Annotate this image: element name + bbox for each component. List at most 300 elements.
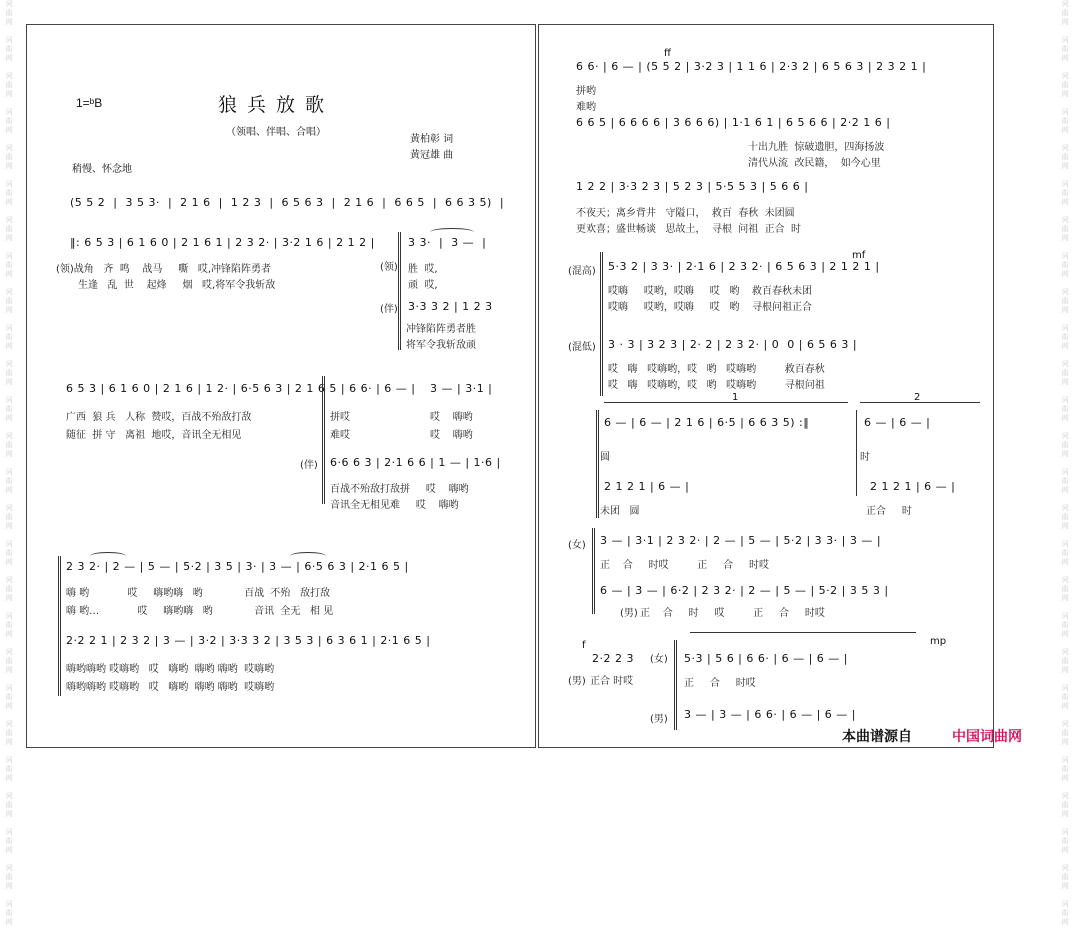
watermark-char: 曲 xyxy=(5,909,13,917)
watermark-char: 网 xyxy=(5,918,13,926)
watermark-char: 网 xyxy=(5,90,13,98)
watermark-gap xyxy=(2,63,16,72)
watermark-char: 曲 xyxy=(5,225,13,233)
watermark-char: 网 xyxy=(5,306,13,314)
watermark-char: 网 xyxy=(1061,594,1069,602)
watermark-char: 曲 xyxy=(1061,837,1069,845)
part-label-mixed-low: (混低) xyxy=(568,342,596,353)
watermark-char: 曲 xyxy=(5,549,13,557)
watermark-gap xyxy=(2,459,16,468)
watermark-char: 曲 xyxy=(5,729,13,737)
score-line-r8-notes: 3 — | 3·1 | 2 3 2· | 2 — | 5 — | 5·2 | 3 3· | 3 — | xyxy=(600,534,882,547)
crescendo-line xyxy=(690,632,916,633)
watermark-char: 网 xyxy=(5,126,13,134)
watermark-gap xyxy=(2,387,16,396)
watermark-char: 曲 xyxy=(5,873,13,881)
score-line-r7-notes-a: 2 1 2 1 | 6 — | xyxy=(604,480,690,493)
watermark-gap xyxy=(2,351,16,360)
score-line-5-notes: 2·2 2 1 | 2 3 2 | 3 — | 3·2 | 3·3 3 2 | 3 5 3 | 6 3 6 1 | 2·1 6 5 | xyxy=(66,634,431,647)
watermark-char: 网 xyxy=(5,594,13,602)
watermark-char: 曲 xyxy=(5,765,13,773)
watermark-char: 词 xyxy=(1061,180,1069,188)
watermark-gap xyxy=(2,27,16,36)
watermark-char: 网 xyxy=(5,450,13,458)
score-line-r11-notes: 3 — | 3 — | 6 6· | 6 — | 6 — | xyxy=(684,708,856,721)
watermark-gap xyxy=(1058,819,1072,828)
watermark-char: 曲 xyxy=(1061,585,1069,593)
watermark-char: 词 xyxy=(1061,324,1069,332)
dynamic-f: f xyxy=(582,640,586,651)
watermark-char: 网 xyxy=(1061,630,1069,638)
watermark-gap xyxy=(1058,711,1072,720)
score-line-r3-lyric-1: 不夜天；离乡背井 守隘口， 救百 春秋 未团圆 xyxy=(576,208,795,219)
watermark-char: 词 xyxy=(1061,576,1069,584)
watermark-char: 曲 xyxy=(5,621,13,629)
watermark-gap xyxy=(1058,747,1072,756)
watermark-char: 曲 xyxy=(5,513,13,521)
watermark-char: 网 xyxy=(1061,378,1069,386)
watermark-char: 网 xyxy=(1061,198,1069,206)
watermark-gap xyxy=(1058,675,1072,684)
watermark-char: 网 xyxy=(1061,774,1069,782)
watermark-char: 词 xyxy=(5,612,13,620)
watermark-gap xyxy=(2,207,16,216)
watermark-char: 词 xyxy=(1061,360,1069,368)
score-line-r6-notes-b: 6 — | 6 — | xyxy=(864,416,931,429)
volta-2-label: 2 xyxy=(914,392,921,403)
watermark-char: 曲 xyxy=(1061,333,1069,341)
watermark-gap xyxy=(1058,603,1072,612)
watermark-char: 网 xyxy=(5,414,13,422)
watermark-char: 网 xyxy=(1061,522,1069,530)
watermark-gap xyxy=(1058,567,1072,576)
watermark-char: 曲 xyxy=(5,81,13,89)
watermark-char: 网 xyxy=(1061,702,1069,710)
song-subtitle: （领唱、伴唱、合唱） xyxy=(226,127,326,138)
watermark-char: 词 xyxy=(5,504,13,512)
watermark-gap xyxy=(1058,279,1072,288)
watermark-char: 网 xyxy=(5,234,13,242)
score-line-3c-lyric-2: 哎 嗨哟 xyxy=(430,430,473,441)
watermark-char: 词 xyxy=(5,468,13,476)
system-bracket xyxy=(596,410,599,518)
score-line-4-lyric-1: 嗨 哟 哎 嗨哟嗨 哟 百战 不殆 敌打敌 xyxy=(66,588,330,599)
watermark-char: 曲 xyxy=(5,441,13,449)
watermark-char: 网 xyxy=(5,342,13,350)
score-line-2-lyric-2: 生逢 乱 世 起烽 烟 哎,将军令我斩敌 xyxy=(78,280,276,291)
watermark-gap xyxy=(1058,891,1072,900)
watermark-char: 曲 xyxy=(5,801,13,809)
watermark-char: 网 xyxy=(1061,918,1069,926)
watermark-char: 曲 xyxy=(5,369,13,377)
watermark-char: 网 xyxy=(5,666,13,674)
score-line-r5-lyric-1: 哎 嗨 哎嗨哟，哎 哟 哎嗨哟 救百春秋 xyxy=(608,364,825,375)
watermark-char: 词 xyxy=(5,648,13,656)
watermark-char: 词 xyxy=(5,756,13,764)
score-line-r10-lyric: 正 合 时哎 xyxy=(684,678,756,689)
watermark-char: 曲 xyxy=(5,333,13,341)
watermark-gap xyxy=(2,315,16,324)
watermark-char: 词 xyxy=(5,36,13,44)
score-line-3-notes: 6 5 3 | 6 1 6 0 | 2 1 6 | 1 2· | 6·5 6 3 | 2 1 6 5 | 6 6· | 6 — | xyxy=(66,382,416,395)
watermark-char: 曲 xyxy=(1061,45,1069,53)
watermark-gap xyxy=(2,711,16,720)
dynamic-mp: mp xyxy=(930,636,947,647)
watermark-char: 词 xyxy=(5,828,13,836)
watermark-char: 词 xyxy=(1061,432,1069,440)
watermark-char: 网 xyxy=(1061,882,1069,890)
watermark-char: 网 xyxy=(5,702,13,710)
watermark-gap xyxy=(1058,99,1072,108)
score-line-r6-notes-a: 6 — | 6 — | 2 1 6 | 6·5 | 6 6 3 5) :‖ xyxy=(604,416,810,429)
watermark-char: 词 xyxy=(1061,864,1069,872)
watermark-char: 曲 xyxy=(1061,477,1069,485)
score-line-r7-lyric-b: 正合 时 xyxy=(866,506,912,517)
watermark-char: 网 xyxy=(5,198,13,206)
score-line-3d-lyric-1: 百战不殆敌打敌拼 哎 嗨哟 xyxy=(330,484,469,495)
watermark-char: 网 xyxy=(5,810,13,818)
watermark-char: 网 xyxy=(1061,18,1069,26)
watermark-gap xyxy=(2,855,16,864)
score-line-r4-notes: 5·3 2 | 3 3· | 2·1 6 | 2 3 2· | 6 5 6 3 | 2 1 2 1 | xyxy=(608,260,880,273)
watermark-gap xyxy=(2,531,16,540)
watermark-char: 词 xyxy=(5,180,13,188)
score-line-r7-notes-b: 2 1 2 1 | 6 — | xyxy=(870,480,956,493)
watermark-char: 曲 xyxy=(5,405,13,413)
watermark-gap xyxy=(2,495,16,504)
score-line-r1-lyric-2: 难哟 xyxy=(576,102,596,113)
score-line-r9-notes: 6 — | 3 — | 6·2 | 2 3 2· | 2 — | 5 — | 5·2 | 3 5 3 | xyxy=(600,584,889,597)
watermark-gap xyxy=(2,567,16,576)
score-line-r2-lyric-1: 十出九胜 惊破遗胆，四海扬波 xyxy=(748,142,885,153)
watermark-char: 曲 xyxy=(1061,441,1069,449)
watermark-char: 曲 xyxy=(1061,189,1069,197)
watermark-char: 网 xyxy=(1061,270,1069,278)
system-bracket xyxy=(674,640,677,730)
watermark-gap xyxy=(1058,243,1072,252)
slur-mark xyxy=(430,228,474,236)
watermark-gap xyxy=(1058,315,1072,324)
watermark-char: 词 xyxy=(1061,792,1069,800)
volta-1-label: 1 xyxy=(732,392,739,403)
watermark-gap xyxy=(2,135,16,144)
watermark-char: 网 xyxy=(1061,666,1069,674)
score-line-4-lyric-2: 嗨 哟… 哎 嗨哟嗨 哟 音讯 全无 相 见 xyxy=(66,606,334,617)
score-line-2b-notes: 3 3· | 3 — | xyxy=(408,236,487,249)
part-label-mixed-high: (混高) xyxy=(568,266,596,277)
watermark-gap xyxy=(1058,351,1072,360)
watermark-char: 词 xyxy=(5,216,13,224)
watermark-char: 曲 xyxy=(5,693,13,701)
score-line-r2-lyric-2: 清代从流 改民籍， 如今心里 xyxy=(748,158,881,169)
score-line-r9-lyric: 正 合 时 哎 正 合 时哎 xyxy=(640,608,825,619)
tempo-marking: 稍慢、怀念地 xyxy=(72,164,132,175)
watermark-char: 词 xyxy=(1061,72,1069,80)
watermark-char: 曲 xyxy=(5,585,13,593)
watermark-char: 网 xyxy=(5,774,13,782)
watermark-char: 网 xyxy=(1061,234,1069,242)
score-line-r4-lyric-1: 哎嗨 哎哟，哎嗨 哎 哟 救百春秋未团 xyxy=(608,286,813,297)
watermark-char: 曲 xyxy=(1061,153,1069,161)
part-label-male: (男) xyxy=(620,608,638,619)
watermark-char: 词 xyxy=(1061,540,1069,548)
score-line-3d-notes: 6·6 6 3 | 2·1 6 6 | 1 — | 1·6 | xyxy=(330,456,501,469)
score-line-3d-lyric-2: 音讯全无相见难 哎 嗨哟 xyxy=(330,500,459,511)
watermark-char: 词 xyxy=(1061,144,1069,152)
watermark-char: 曲 xyxy=(1061,549,1069,557)
watermark-char: 曲 xyxy=(5,297,13,305)
watermark-char: 词 xyxy=(5,324,13,332)
watermark-char: 网 xyxy=(1061,810,1069,818)
score-line-2c-lyric-1: 冲锋陷阵勇者胜 xyxy=(406,324,476,335)
watermark-char: 词 xyxy=(5,432,13,440)
score-line-2c-lyric-2: 将军令我斩敌顽 xyxy=(406,340,476,351)
lyricist-credit: 黄柏彰 词 xyxy=(410,134,454,145)
watermark-char: 词 xyxy=(5,684,13,692)
watermark-gap xyxy=(1058,207,1072,216)
watermark-char: 网 xyxy=(5,486,13,494)
watermark-gap xyxy=(2,423,16,432)
watermark-gap xyxy=(2,891,16,900)
watermark-char: 曲 xyxy=(5,153,13,161)
score-line-r1-notes: 6 6· | 6 — | (5 5 2 | 3·2 3 | 1 1 6 | 2·3 2 | 6 5 6 3 | 2 3 2 1 | xyxy=(576,60,927,73)
watermark-char: 网 xyxy=(5,54,13,62)
score-line-r10-notes: 5·3 | 5 6 | 6 6· | 6 — | 6 — | xyxy=(684,652,848,665)
watermark-gap xyxy=(1058,63,1072,72)
watermark-column-right xyxy=(1058,0,1072,926)
watermark-gap xyxy=(2,927,16,936)
score-line-r3-notes: 1 2 2 | 3·3 2 3 | 5 2 3 | 5·5 5 3 | 5 6 6 | xyxy=(576,180,809,193)
watermark-char: 词 xyxy=(1061,720,1069,728)
watermark-char: 网 xyxy=(1061,342,1069,350)
watermark-char: 词 xyxy=(1061,504,1069,512)
watermark-gap xyxy=(2,171,16,180)
score-line-3c-lyric-1: 哎 嗨哟 xyxy=(430,412,473,423)
watermark-char: 词 xyxy=(5,900,13,908)
watermark-char: 曲 xyxy=(1061,369,1069,377)
watermark-char: 词 xyxy=(5,720,13,728)
watermark-char: 词 xyxy=(1061,288,1069,296)
watermark-char: 曲 xyxy=(5,477,13,485)
watermark-gap xyxy=(2,243,16,252)
score-line-r6-lyric-a: 圆 xyxy=(600,452,610,463)
watermark-char: 网 xyxy=(5,846,13,854)
watermark-char: 网 xyxy=(1061,306,1069,314)
slur-mark xyxy=(90,552,126,560)
part-label-male-pre: (男) xyxy=(568,676,586,687)
watermark-char: 网 xyxy=(1061,54,1069,62)
watermark-char: 网 xyxy=(1061,126,1069,134)
watermark-char: 曲 xyxy=(1061,225,1069,233)
system-bracket xyxy=(856,410,857,496)
watermark-char: 曲 xyxy=(1061,909,1069,917)
watermark-char: 网 xyxy=(5,378,13,386)
score-line-r5-notes: 3 · 3 | 3 2 3 | 2· 2 | 2 3 2· | 0 0 | 6 5 6 3 | xyxy=(608,338,858,351)
watermark-char: 词 xyxy=(5,396,13,404)
watermark-char: 词 xyxy=(5,540,13,548)
dynamic-mf: mf xyxy=(852,250,866,261)
watermark-char: 曲 xyxy=(5,657,13,665)
watermark-gap xyxy=(2,783,16,792)
score-line-3c-notes: 3 — | 3·1 | xyxy=(430,382,493,395)
watermark-gap xyxy=(1058,783,1072,792)
watermark-gap xyxy=(2,675,16,684)
watermark-char: 网 xyxy=(5,270,13,278)
watermark-char: 词 xyxy=(1061,216,1069,224)
score-line-r10-pre-lyric: 正合 时哎 xyxy=(590,676,634,687)
watermark-char: 曲 xyxy=(1061,297,1069,305)
watermark-char: 网 xyxy=(5,882,13,890)
watermark-char: 曲 xyxy=(1061,405,1069,413)
score-line-2b-lyric-1: 胜 哎, xyxy=(408,264,438,275)
watermark-char: 曲 xyxy=(5,189,13,197)
slur-mark xyxy=(290,552,326,560)
watermark-gap xyxy=(2,819,16,828)
watermark-char: 网 xyxy=(1061,414,1069,422)
watermark-char: 曲 xyxy=(5,837,13,845)
watermark-char: 网 xyxy=(5,162,13,170)
watermark-char: 网 xyxy=(1061,558,1069,566)
watermark-char: 曲 xyxy=(5,261,13,269)
watermark-char: 词 xyxy=(5,360,13,368)
watermark-gap xyxy=(2,603,16,612)
watermark-char: 词 xyxy=(1061,468,1069,476)
dynamic-ff: ff xyxy=(664,48,671,59)
system-bracket xyxy=(58,556,61,696)
system-bracket xyxy=(322,376,325,504)
watermark-char: 词 xyxy=(1061,756,1069,764)
watermark-char: 网 xyxy=(5,738,13,746)
watermark-char: 词 xyxy=(5,792,13,800)
watermark-char: 曲 xyxy=(1061,117,1069,125)
watermark-char: 词 xyxy=(5,108,13,116)
watermark-char: 曲 xyxy=(1061,729,1069,737)
watermark-char: 词 xyxy=(1061,108,1069,116)
score-line-5-lyric-1: 嗨哟嗨哟 哎嗨哟 哎 嗨哟 嗨哟 嗨哟 哎嗨哟 xyxy=(66,664,275,675)
watermark-char: 曲 xyxy=(1061,657,1069,665)
watermark-char: 曲 xyxy=(5,9,13,17)
score-line-r6-lyric-b: 时 xyxy=(860,452,870,463)
watermark-char: 曲 xyxy=(1061,261,1069,269)
watermark-gap xyxy=(1058,135,1072,144)
watermark-char: 曲 xyxy=(1061,801,1069,809)
key-signature: 1=ᵇB xyxy=(76,96,103,110)
watermark-char: 词 xyxy=(1061,900,1069,908)
watermark-char: 曲 xyxy=(1061,9,1069,17)
score-line-2-lyric-1: (领)战角 齐 鸣 战马 嘶 哎,冲锋陷阵勇者 xyxy=(56,264,272,275)
score-line-2c-notes: 3·3 3 2 | 1 2 3 xyxy=(408,300,493,313)
score-line-r3-lyric-2: 更欢喜；盛世畅谈 思故土， 寻根 问祖 正合 时 xyxy=(576,224,801,235)
score-line-5-lyric-2: 嗨哟嗨哟 哎嗨哟 哎 嗨哟 嗨哟 嗨哟 哎嗨哟 xyxy=(66,682,275,693)
watermark-gap xyxy=(1058,531,1072,540)
system-bracket xyxy=(592,528,595,614)
watermark-char: 曲 xyxy=(5,117,13,125)
watermark-char: 曲 xyxy=(1061,621,1069,629)
source-note: 本曲谱源自 xyxy=(842,729,912,745)
part-label-female: (女) xyxy=(568,540,586,551)
score-line-r2-notes: 6 6 5 | 6 6 6 6 | 3 6 6 6) | 1·1 6 1 | 6 5 6 6 | 2·2 1 6 | xyxy=(576,116,891,129)
watermark-char: 词 xyxy=(1061,648,1069,656)
watermark-gap xyxy=(2,639,16,648)
score-line-3b-lyric-2: 难哎 xyxy=(330,430,350,441)
score-line-4-notes: 2 3 2· | 2 — | 5 — | 5·2 | 3 5 | 3· | 3 — | 6·5 6 3 | 2·1 6 5 | xyxy=(66,560,409,573)
score-line-2b-lyric-2: 顽 哎, xyxy=(408,280,438,291)
watermark-char: 曲 xyxy=(1061,873,1069,881)
score-line-r7-lyric-a: 未团 圆 xyxy=(600,506,640,517)
watermark-char: 曲 xyxy=(1061,81,1069,89)
score-line-3-lyric-2: 随征 拼 守 离祖 地哎，音讯全无相见 xyxy=(66,430,242,441)
watermark-char: 词 xyxy=(1061,36,1069,44)
watermark-char: 网 xyxy=(5,630,13,638)
watermark-char: 曲 xyxy=(1061,513,1069,521)
part-label-lead: (领) xyxy=(380,262,398,273)
watermark-char: 词 xyxy=(5,252,13,260)
watermark-char: 词 xyxy=(1061,684,1069,692)
part-label-backing: (伴) xyxy=(300,460,318,471)
watermark-char: 网 xyxy=(5,18,13,26)
watermark-gap xyxy=(1058,927,1072,936)
score-line-r1-lyric-1: 拼哟 xyxy=(576,86,596,97)
watermark-char: 网 xyxy=(1061,486,1069,494)
watermark-char: 词 xyxy=(1061,612,1069,620)
watermark-char: 曲 xyxy=(1061,765,1069,773)
watermark-char: 网 xyxy=(1061,846,1069,854)
watermark-gap xyxy=(2,279,16,288)
watermark-char: 词 xyxy=(5,72,13,80)
score-line-intro: (5 5 2 | 3 5 3· | 2 1 6 | 1 2 3 | 6 5 6 3 | 2 1 6 | 6 6 5 | 6 6 3 5) | xyxy=(70,196,505,209)
part-label-backing: (伴) xyxy=(380,304,398,315)
part-label-female-2: (女) xyxy=(650,654,668,665)
watermark-char: 网 xyxy=(1061,450,1069,458)
watermark-char: 词 xyxy=(5,0,13,8)
watermark-char: 曲 xyxy=(5,45,13,53)
watermark-gap xyxy=(1058,855,1072,864)
score-line-r5-lyric-2: 哎 嗨 哎嗨哟，哎 哟 哎嗨哟 寻根问祖 xyxy=(608,380,825,391)
part-label-male-2: (男) xyxy=(650,714,668,725)
watermark-gap xyxy=(1058,495,1072,504)
watermark-char: 词 xyxy=(5,576,13,584)
composer-credit: 黄冠雄 曲 xyxy=(410,150,454,161)
watermark-gap xyxy=(1058,27,1072,36)
watermark-gap xyxy=(1058,639,1072,648)
watermark-char: 网 xyxy=(1061,90,1069,98)
watermark-char: 词 xyxy=(5,288,13,296)
watermark-gap xyxy=(1058,423,1072,432)
watermark-char: 词 xyxy=(5,144,13,152)
score-line-r8-lyric: 正 合 时哎 正 合 时哎 xyxy=(600,560,770,571)
score-line-r4-lyric-2: 哎嗨 哎哟，哎嗨 哎 哟 寻根问祖正合 xyxy=(608,302,813,313)
watermark-gap xyxy=(1058,171,1072,180)
watermark-char: 网 xyxy=(1061,162,1069,170)
watermark-gap xyxy=(2,747,16,756)
system-bracket xyxy=(600,252,603,396)
watermark-char: 词 xyxy=(1061,828,1069,836)
volta-line-1 xyxy=(604,402,848,403)
watermark-char: 词 xyxy=(1061,396,1069,404)
score-line-3b-lyric-1: 拼哎 xyxy=(330,412,350,423)
watermark-char: 网 xyxy=(1061,738,1069,746)
system-bracket xyxy=(398,232,401,350)
watermark-char: 词 xyxy=(1061,252,1069,260)
score-line-3-lyric-1: 广西 狼 兵 人称 赞哎，百战不殆敌打敌 xyxy=(66,412,252,423)
watermark-char: 曲 xyxy=(1061,693,1069,701)
song-title: 狼兵放歌 xyxy=(218,94,335,116)
watermark-char: 网 xyxy=(5,558,13,566)
score-line-2-notes: ‖: 6 5 3 | 6 1 6 0 | 2 1 6 1 | 2 3 2· | 3·2 1 6 | 2 1 2 | xyxy=(70,236,375,249)
watermark-char: 词 xyxy=(1061,0,1069,8)
site-name-link[interactable]: 中国词曲网 xyxy=(952,729,1022,745)
score-line-r10-pre-notes: 2·2 2 3 xyxy=(592,652,634,665)
